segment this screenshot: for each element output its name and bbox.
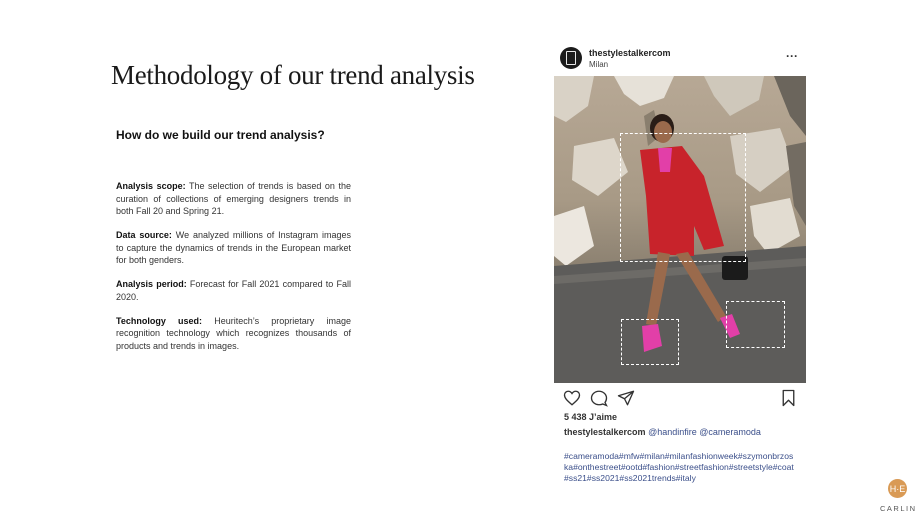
post-username[interactable]: thestylestalkercom (589, 48, 671, 58)
share-icon[interactable] (617, 389, 635, 407)
bookmark-icon[interactable] (780, 389, 797, 407)
post-hashtags[interactable]: #cameramoda#mfw#milan#milanfashionweek#szymonbrzoska#onthestreet#ootd#fashion#streetfashion#streetstyle#coat#ss21#ss2021#ss2021trends#italy (564, 451, 794, 483)
slide-subtitle: How do we build our trend analysis? (116, 128, 325, 142)
post-location[interactable]: Milan (589, 60, 609, 69)
likes-count[interactable]: 5 438 J’aime (564, 412, 618, 422)
instagram-post-header (560, 45, 810, 73)
caption-mentions[interactable]: @handinfire @cameramoda (648, 427, 761, 437)
comment-icon[interactable] (590, 389, 608, 407)
caption-username[interactable]: thestylestalkercom (564, 427, 646, 437)
heart-icon[interactable] (563, 389, 581, 407)
paragraph-label: Technology used: (116, 315, 203, 326)
logo-text: CARLIN (880, 504, 917, 513)
avatar[interactable] (560, 47, 582, 69)
methodology-text (116, 180, 351, 364)
paragraph-text: We analyzed millions of Instagram images to capture the dynamics of trends in the European market for both genders. (116, 230, 351, 265)
paragraph-text: Heuritech’s proprietary image recognition technology which recognizes thousands of products and trends in images. (116, 315, 351, 351)
more-options-icon[interactable]: ··· (786, 49, 798, 63)
paragraph-label: Analysis period: (116, 279, 187, 289)
detection-box-shoe-right (726, 301, 785, 348)
paragraph-analysis-scope (116, 180, 351, 218)
paragraph-text: Forecast for Fall 2021 compared to Fall 2020. (116, 279, 351, 302)
slide-title: Methodology of our trend analysis (111, 60, 475, 90)
detection-box-shoe-left (621, 319, 679, 365)
detection-box-jacket (620, 133, 746, 262)
paragraph-technology (116, 315, 351, 353)
carlin-logo (880, 479, 917, 515)
paragraph-analysis-period (116, 278, 351, 303)
post-photo (554, 76, 806, 383)
paragraph-label: Data source: (116, 230, 172, 240)
logo-monogram: H·E (888, 479, 907, 498)
paragraph-data-source (116, 229, 351, 267)
post-caption (564, 427, 761, 437)
post-actions (563, 389, 799, 409)
paragraph-label: Analysis scope: (116, 181, 186, 191)
paragraph-text: The selection of trends is based on the curation of collections of emerging designers trends in both Fall 20 and Spring 21. (116, 181, 351, 216)
